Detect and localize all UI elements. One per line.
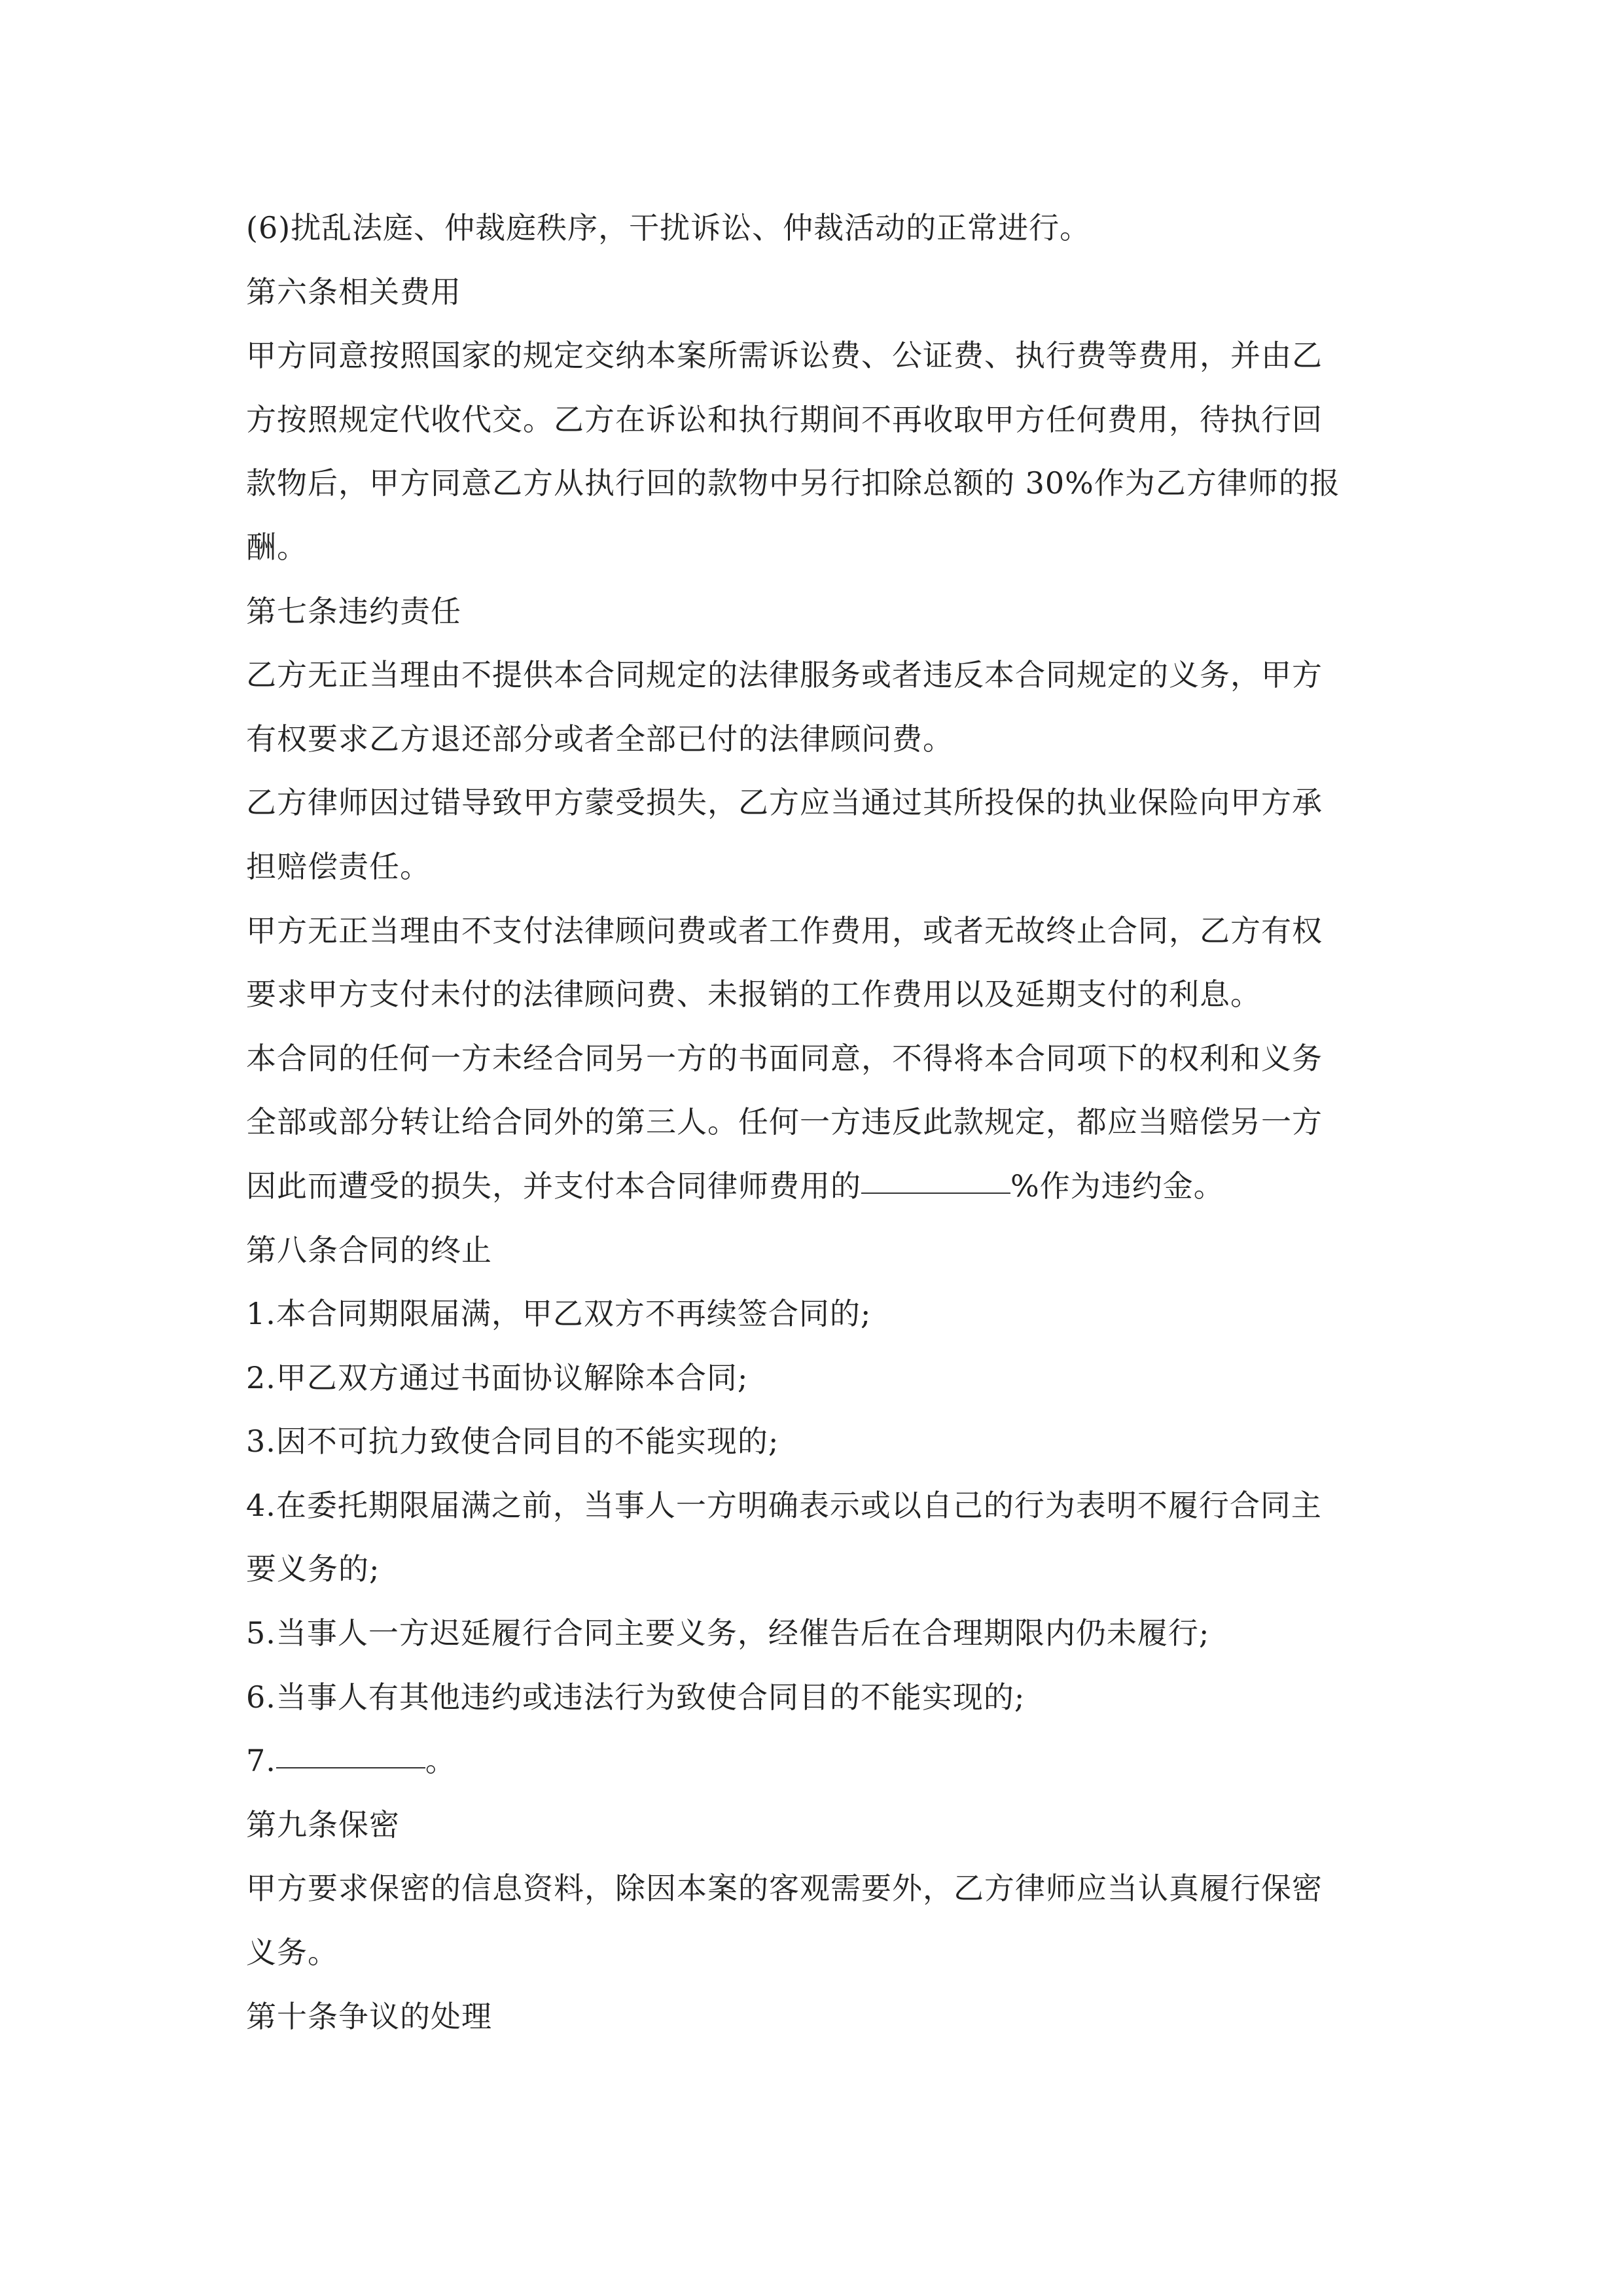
list-item: 3.因不可抗力致使合同目的不能实现的; bbox=[246, 1424, 779, 1460]
paragraph-line: (6)扰乱法庭、仲裁庭秩序，干扰诉讼、仲裁活动的正常进行。 bbox=[246, 210, 1091, 245]
section-heading-article-6: 第六条相关费用 bbox=[246, 274, 461, 310]
penalty-clause-line bbox=[246, 1155, 1380, 1219]
list-item: 6.当事人有其他违约或违法行为致使合同目的不能实现的; bbox=[246, 1679, 1026, 1715]
document-body bbox=[246, 196, 1380, 2049]
paragraph-line: 甲方要求保密的信息资料，除因本案的客观需要外，乙方律师应当认真履行保密 bbox=[246, 1871, 1323, 1907]
penalty-percent-blank[interactable] bbox=[861, 1164, 1010, 1194]
list-item: 5.当事人一方迟延履行合同主要义务，经催告后在合理期限内仍未履行; bbox=[246, 1615, 1210, 1651]
paragraph-line: 全部或部分转让给合同外的第三人。任何一方违反此款规定，都应当赔偿另一方 bbox=[246, 1104, 1323, 1140]
paragraph-line: 担赔偿责任。 bbox=[246, 848, 431, 884]
paragraph-line: 乙方律师因过错导致甲方蒙受损失，乙方应当通过其所投保的执业保险向甲方承 bbox=[246, 785, 1323, 821]
section-heading-article-9: 第九条保密 bbox=[246, 1806, 400, 1842]
item7-blank[interactable] bbox=[276, 1738, 425, 1768]
item7-end: 。 bbox=[425, 1743, 456, 1779]
paragraph-line: 本合同的任何一方未经合同另一方的书面同意，不得将本合同项下的权利和义务 bbox=[246, 1040, 1323, 1076]
section-heading-article-10: 第十条争议的处理 bbox=[246, 1998, 492, 2034]
paragraph-line: 甲方无正当理由不支付法律顾问费或者工作费用，或者无故终止合同，乙方有权 bbox=[246, 912, 1323, 948]
paragraph-line: 有权要求乙方退还部分或者全部已付的法律顾问费。 bbox=[246, 721, 954, 757]
paragraph-line: 义务。 bbox=[246, 1935, 338, 1971]
section-heading-article-7: 第七条违约责任 bbox=[246, 593, 461, 629]
item7-number: 7. bbox=[246, 1743, 276, 1779]
penalty-text-before: 因此而遭受的损失，并支付本合同律师费用的 bbox=[246, 1168, 861, 1204]
paragraph-line: 要求甲方支付未付的法律顾问费、未报销的工作费用以及延期支付的利息。 bbox=[246, 977, 1261, 1013]
paragraph-line: 甲方同意按照国家的规定交纳本案所需诉讼费、公证费、执行费等费用，并由乙 bbox=[246, 338, 1323, 374]
paragraph-line: 乙方无正当理由不提供本合同规定的法律服务或者违反本合同规定的义务，甲方 bbox=[246, 657, 1323, 693]
paragraph-line: 款物后，甲方同意乙方从执行回的款物中另行扣除总额的 30%作为乙方律师的报 bbox=[246, 465, 1340, 501]
list-item-continuation: 要义务的; bbox=[246, 1551, 380, 1587]
paragraph-line: 方按照规定代收代交。乙方在诉讼和执行期间不再收取甲方任何费用，待执行回 bbox=[246, 401, 1323, 437]
list-item: 4.在委托期限届满之前，当事人一方明确表示或以自己的行为表明不履行合同主 bbox=[246, 1487, 1322, 1523]
paragraph-line: 酬。 bbox=[246, 529, 308, 565]
section-heading-article-8: 第八条合同的终止 bbox=[246, 1232, 492, 1268]
list-item: 1.本合同期限届满，甲乙双方不再续签合同的; bbox=[246, 1296, 872, 1332]
list-item-7 bbox=[246, 1729, 1380, 1793]
list-item: 2.甲乙双方通过书面协议解除本合同; bbox=[246, 1359, 749, 1395]
penalty-text-after: %作为违约金。 bbox=[1010, 1168, 1224, 1204]
